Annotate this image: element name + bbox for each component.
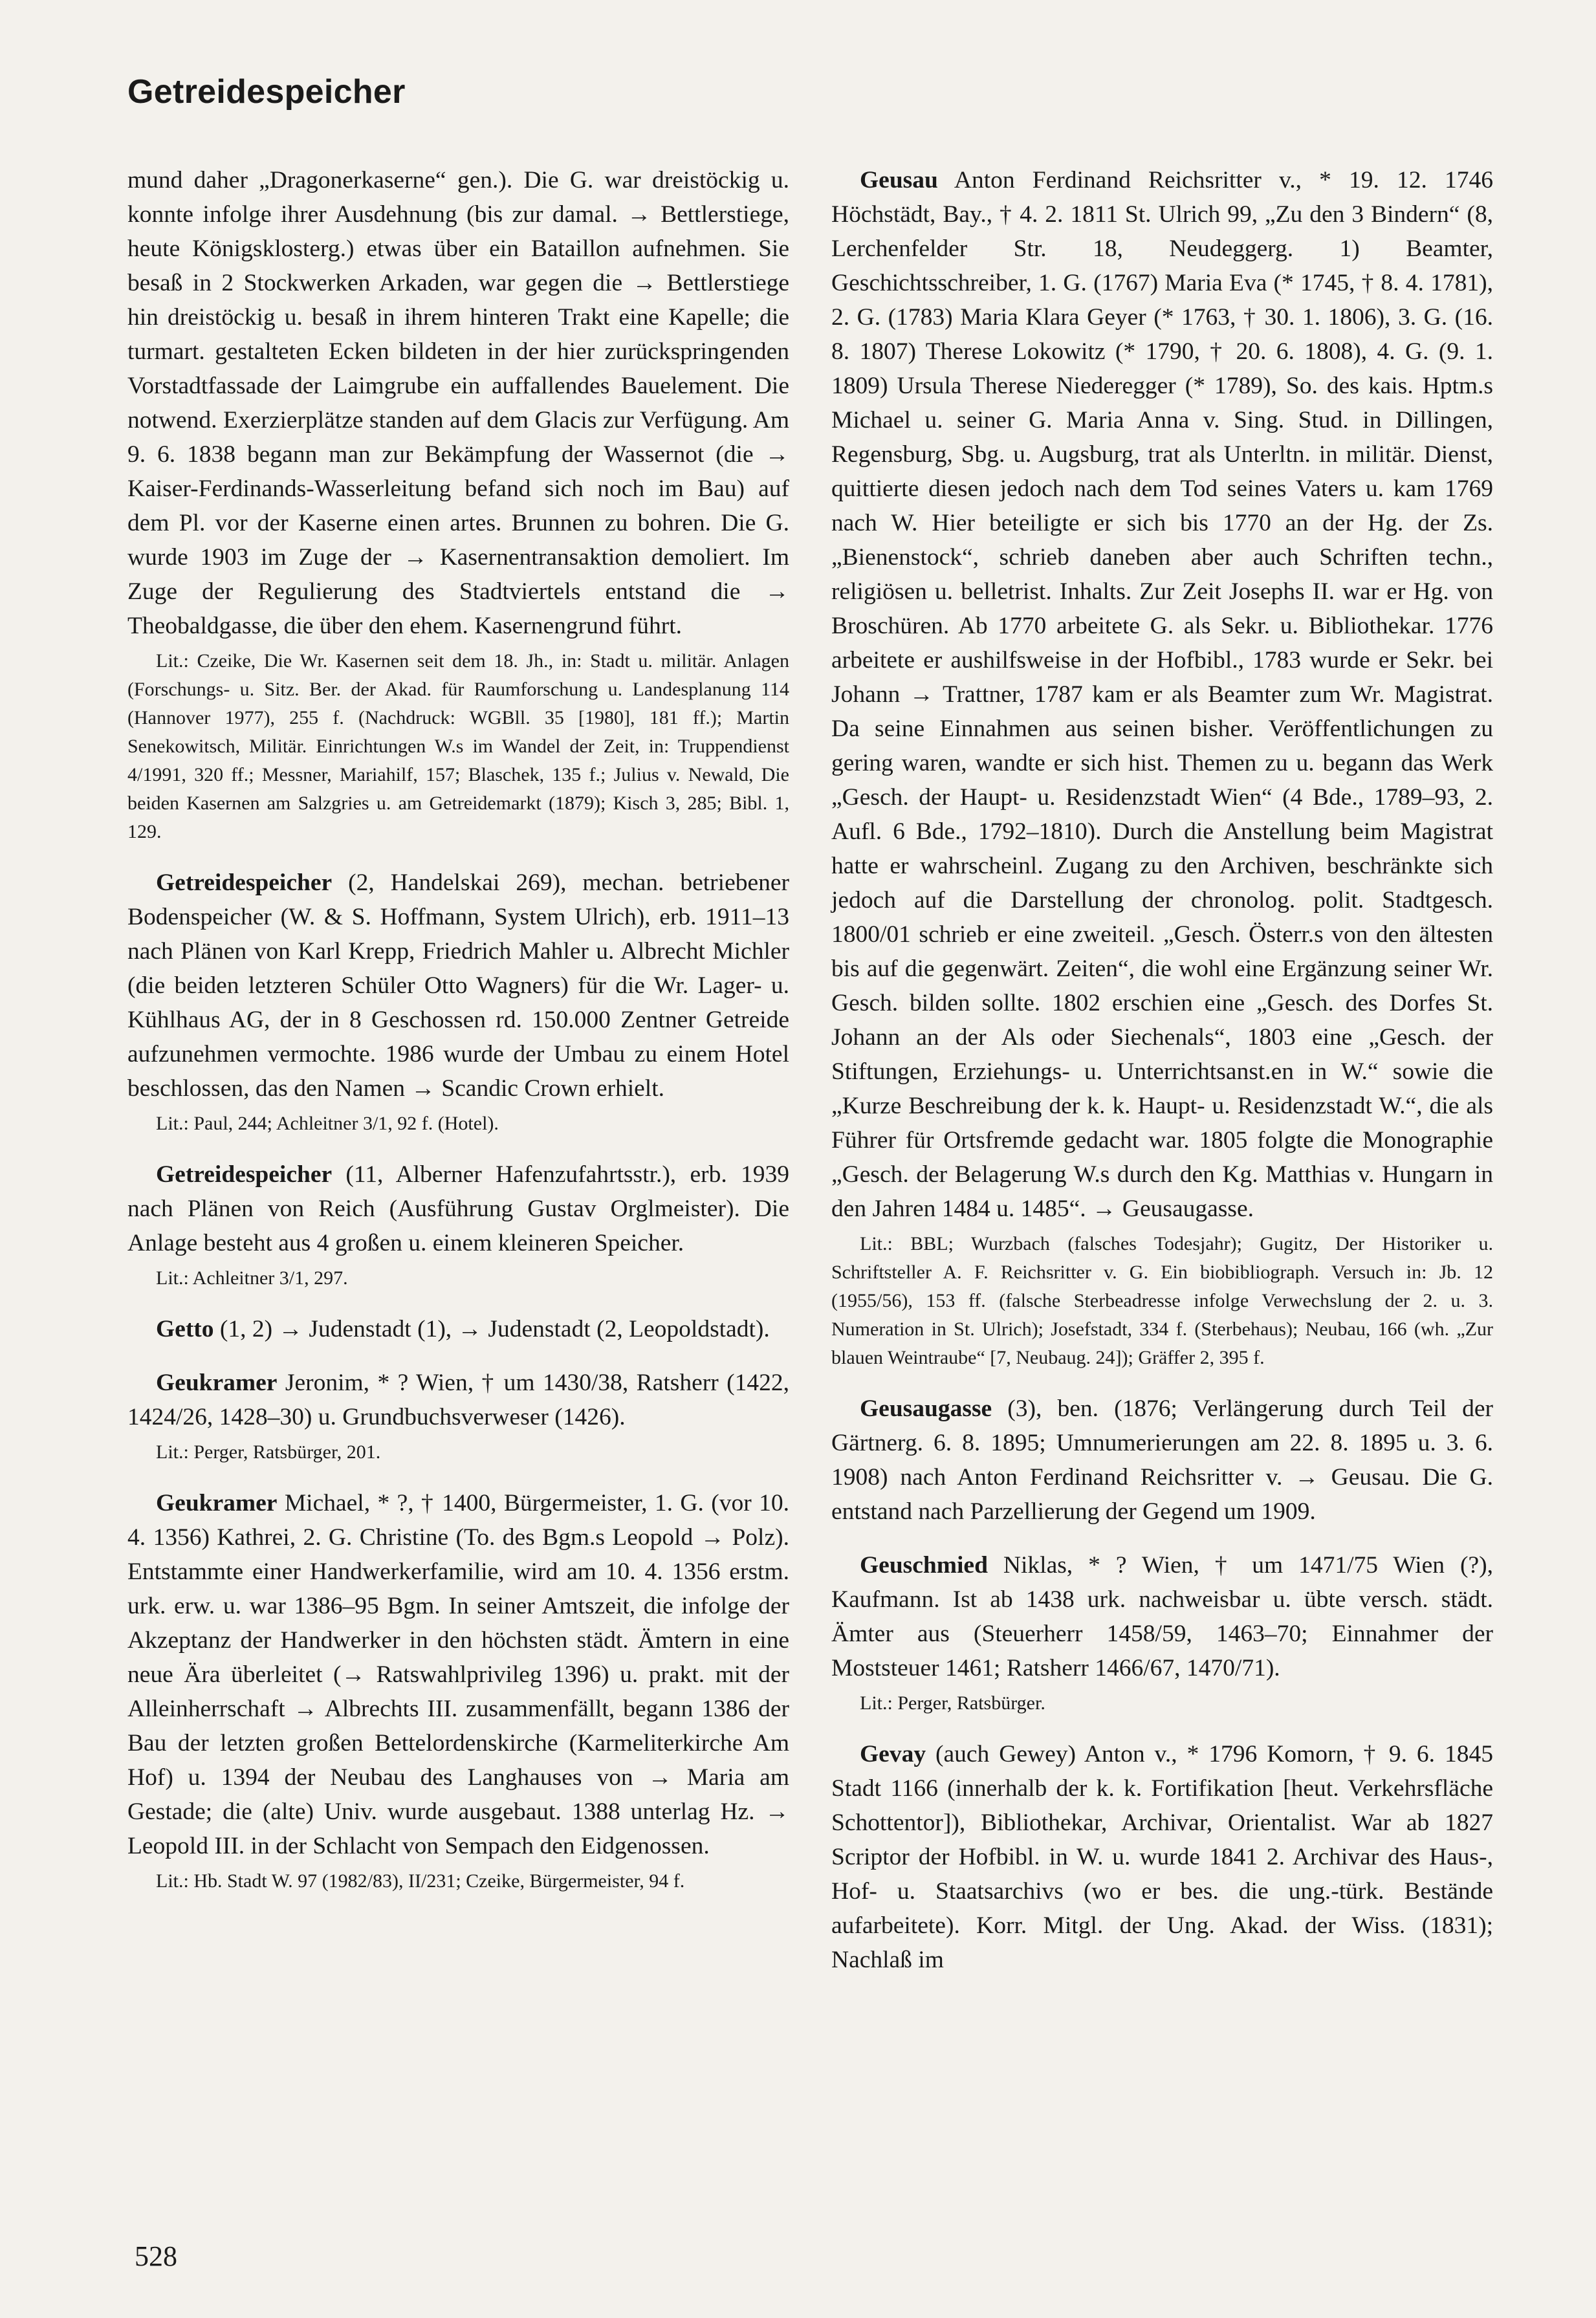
entry-headword: Geukramer bbox=[156, 1370, 278, 1396]
entry-headword: Geusaugasse bbox=[860, 1395, 992, 1422]
entry-text bbox=[127, 1486, 789, 1863]
entry-geukramer-jeronim bbox=[127, 1366, 789, 1467]
running-header-title: Getreidespeicher bbox=[127, 73, 406, 111]
entry-body: (1, 2) → Judenstadt (1), → Judenstadt (2, Leopoldstadt). bbox=[213, 1316, 770, 1342]
entry-getto bbox=[127, 1312, 789, 1346]
entry-getreidespeicher-handelskai bbox=[127, 866, 789, 1138]
entry-body: (11, Alberner Hafenzufahrtsstr.), erb. 1939 nach Plänen von Reich (Ausführung Gustav Orglmeister). Die Anlage besteht aus 4 großen u. einem kleineren Speicher. bbox=[127, 1161, 789, 1256]
entry-headword: Geusau bbox=[860, 167, 938, 193]
entry-text bbox=[127, 866, 789, 1106]
left-column bbox=[127, 163, 789, 1896]
entry-headword: Getreidespeicher bbox=[156, 869, 333, 896]
entry-body: Michael, * ?, † 1400, Bürgermeister, 1. G. (vor 10. 4. 1356) Kathrei, 2. G. Christine (To. des Bgm.s Leopold → Polz). Entstammte einer Handwerkerfamilie, wird am 10. 4. 1356 erstm. urk. erw. u. war 1386–95 Bgm. In seiner Amtszeit, die infolge der Akzeptanz der Handwerker in den höchsten städt. Ämtern in eine neue Ära überleitet (→ Ratswahlprivileg 1396) u. prakt. mit der Alleinherrschaft → Albrechts III. zusammenfällt, begann 1386 der Bau der letzten großen Bettelordenskirche (Karmeliterkirche Am Hof) u. 1394 der Neubau des Langhauses von → Maria am Gestade; die (alte) Univ. wurde ausgebaut. 1388 unterlag Hz. → Leopold III. in der Schlacht von Sempach den Eidgenossen. bbox=[127, 1490, 789, 1859]
entry-literature: Lit.: BBL; Wurzbach (falsches Todesjahr); Gugitz, Der Historiker u. Schriftsteller A. F. Reichsritter v. G. Ein biobibliograph. Versuch in: Jb. 12 (1955/56), 153 ff. (falsche Sterbeadresse infolge Verwechslung der 2. u. 3. Numeration in St. Ulrich); Josefstadt, 334 f. (Sterbehaus); Neubau, 166 (wh. „Zur blauen Weintraube“ [7, Neubaug. 24]); Gräffer 2, 395 f. bbox=[831, 1233, 1493, 1368]
entry-headword: Geukramer bbox=[156, 1490, 278, 1516]
entry-text bbox=[831, 1548, 1493, 1685]
entry-geuschmied bbox=[831, 1548, 1493, 1718]
entry-geukramer-michael bbox=[127, 1486, 789, 1896]
entry-body: (3), ben. (1876; Verlängerung durch Teil der Gärtnerg. 6. 8. 1895; Umnumerierungen am 22. 8. 1895 u. 3. 6. 1908) nach Anton Ferdinand Reichsritter v. → Geusau. Die G. entstand nach Parzellierung der Gegend um 1909. bbox=[831, 1395, 1493, 1525]
entry-headword: Getreidespeicher bbox=[156, 1161, 333, 1188]
entry-text bbox=[831, 1737, 1493, 1977]
entry-text bbox=[831, 1392, 1493, 1529]
entry-text bbox=[127, 1312, 789, 1346]
continued-entry-literature: Lit.: Czeike, Die Wr. Kasernen seit dem 18. Jh., in: Stadt u. militär. Anlagen (Forschungs- u. Sitz. Ber. der Akad. für Raumforschung u. Landesplanung 114 (Hannover 1977), 255 f. (Nachdruck: WGBll. 35 [1980], 181 ff.); Martin Senekowitsch, Militär. Einrichtungen W.s im Wandel der Zeit, in: Truppendienst 4/1991, 320 ff.; Messner, Mariahilf, 157; Blaschek, 135 f.; Julius v. Newald, Die beiden Kasernen am Salzgries u. am Getreidemarkt (1879); Kisch 3, 285; Bibl. 1, 129. bbox=[127, 650, 789, 842]
entry-body: Jeronim, * ? Wien, † um 1430/38, Ratsherr (1422, 1424/26, 1428–30) u. Grundbuchsverweser (1426). bbox=[127, 1370, 789, 1430]
entry-headword: Gevay bbox=[860, 1741, 926, 1767]
entry-headword: Geuschmied bbox=[860, 1552, 988, 1579]
right-column bbox=[831, 163, 1493, 1977]
entry-literature: Lit.: Achleitner 3/1, 297. bbox=[156, 1267, 348, 1289]
entry-geusau bbox=[831, 163, 1493, 1372]
entry-body: (auch Gewey) Anton v., * 1796 Komorn, † 9. 6. 1845 Stadt 1166 (innerhalb der k. k. Fortifikation [heut. Verkehrsfläche Schottentor]), Bibliothekar, Archivar, Orientalist. War ab 1827 Scriptor der Hofbibl. in W. u. wurde 1841 2. Archivar des Haus-, Hof- u. Staatsarchivs (wo er bes. die ung.-türk. Bestände aufarbeitete). Korr. Mitgl. der Ung. Akad. der Wiss. (1831); Nachlaß im bbox=[831, 1741, 1493, 1973]
continued-entry-text: mund daher „Dragonerkaserne“ gen.). Die G. war dreistöckig u. konnte infolge ihrer Ausdehnung (bis zur damal. → Bettlerstiege, heute Königsklosterg.) etwas über ein Bataillon aufnehmen. Sie besaß in 2 Stockwerken Arkaden, war gegen die → Bettlerstiege hin dreistöckig u. besaß in ihrem hinteren Trakt eine Kapelle; die turmart. gestalteten Ecken bildeten in der hier zurückspringenden Vorstadtfassade der Laimgrube ein auffallendes Bauelement. Die notwend. Exerzierplätze standen auf dem Glacis zur Verfügung. Am 9. 6. 1838 begann man zur Bekämpfung der Wassernot (die → Kaiser-Ferdinands-Wasserleitung befand sich noch im Bau) auf dem Pl. vor der Kaserne einen artes. Brunnen zu bohren. Die G. wurde 1903 im Zuge der → Kasernentransaktion demoliert. Im Zuge der Regulierung des Stadtviertels entstand die → Theobaldgasse, die über den ehem. Kasernengrund führt. bbox=[127, 167, 789, 639]
entry-literature: Lit.: Paul, 244; Achleitner 3/1, 92 f. (Hotel). bbox=[156, 1113, 499, 1134]
entry-text bbox=[127, 1366, 789, 1434]
entry-geusaugasse bbox=[831, 1392, 1493, 1529]
entry-literature: Lit.: Perger, Ratsbürger, 201. bbox=[156, 1441, 381, 1463]
entry-text bbox=[127, 1157, 789, 1260]
entry-body: Anton Ferdinand Reichsritter v., * 19. 12. 1746 Höchstädt, Bay., † 4. 2. 1811 St. Ulrich 99, „Zu den 3 Bindern“ (8, Lerchenfelder Str. 18, Neudeggerg. 1) Beamter, Geschichtsschreiber, 1. G. (1767) Maria Eva (* 1745, † 8. 4. 1781), 2. G. (1783) Maria Klara Geyer (* 1763, † 30. 1. 1806), 3. G. (16. 8. 1807) Therese Lokowitz (* 1790, † 20. 6. 1808), 4. G. (9. 1. 1809) Ursula Therese Niederegger (* 1789), So. des kais. Hptm.s Michael u. seiner G. Maria Anna v. Sing. Stud. in Dillingen, Regensburg, Sbg. u. Augsburg, trat als Unterltn. in militär. Dienst, quittierte diesen jedoch nach dem Tod seines Vaters u. kam 1769 nach W. Hier beteiligte er sich bis 1770 an der Hg. der Zs. „Bienenstock“, schrieb daneben aber auch Schriften techn., religiösen u. belletrist. Inhalts. Zur Zeit Josephs II. war er Hg. von Broschüren. Ab 1770 arbeitete G. als Sekr. u. Bibliothekar. 1776 arbeitete er aushilfsweise in der Hofbibl., 1783 wurde er Sekr. bei Johann → Trattner, 1787 kam er als Beamter zum Wr. Magistrat. Da seine Einnahmen aus seinen bisher. Veröffentlichungen zu gering waren, wandte er sich hist. Themen zu u. begann das Werk „Gesch. der Haupt- u. Residenzstadt Wien“ (4 Bde., 1789–93, 2. Aufl. 6 Bde., 1792–1810). Durch die Anstellung beim Magistrat hatte er wahrscheinl. Zugang zu den Archiven, beschränkte sich jedoch auf die Darstellung der chronolog. polit. Stadtgesch. 1800/01 schrieb er eine zweiteil. „Gesch. Österr.s von den ältesten bis auf die gegenwärt. Zeiten“, die wohl eine Ergänzung seiner Wr. Gesch. bilden sollte. 1802 erschien eine „Gesch. des Dorfes St. Johann an der Als oder Siechenals“, 1803 eine „Gesch. der Stiftungen, Erziehungs- u. Unterrichtsanst.en in W.“ sowie die „Kurze Beschreibung der k. k. Haupt- u. Residenzstadt W.“, die als Führer für Ortsfremde gedacht war. 1805 folgte die Monographie „Gesch. der Belagerung W.s durch den Kg. Matthias v. Hungarn in den Jahren 1484 u. 1485“. → Geusaugasse. bbox=[831, 167, 1493, 1222]
entry-text bbox=[831, 163, 1493, 1226]
entry-literature: Lit.: Hb. Stadt W. 97 (1982/83), II/231; Czeike, Bürgermeister, 94 f. bbox=[156, 1870, 685, 1892]
entry-gevay bbox=[831, 1737, 1493, 1977]
entry-headword: Getto bbox=[156, 1316, 214, 1342]
entry-literature: Lit.: Perger, Ratsbürger. bbox=[860, 1692, 1045, 1714]
page-number: 528 bbox=[135, 2240, 177, 2272]
entry-body: (2, Handelskai 269), mechan. betriebener Bodenspeicher (W. & S. Hoffmann, System Ulrich), erb. 1911–13 nach Plänen von Karl Krepp, Friedrich Mahler u. Albrecht Michler (die beiden letzteren Schüler Otto Wagners) für die Wr. Lager- u. Kühlhaus AG, der in 8 Geschossen rd. 150.000 Zentner Getreide aufzunehmen vermochte. 1986 wurde der Umbau zu einem Hotel beschlossen, das den Namen → Scandic Crown erhielt. bbox=[127, 869, 789, 1102]
entry-getreidespeicher-alberner bbox=[127, 1157, 789, 1293]
entry-body: Niklas, * ? Wien, † um 1471/75 Wien (?), Kaufmann. Ist ab 1438 urk. nachweisbar u. übte versch. städt. Ämter aus (Steuerherr 1458/59, 1463–70; Einnahmer der Moststeuer 1461; Ratsherr 1466/67, 1470/71). bbox=[831, 1552, 1493, 1681]
